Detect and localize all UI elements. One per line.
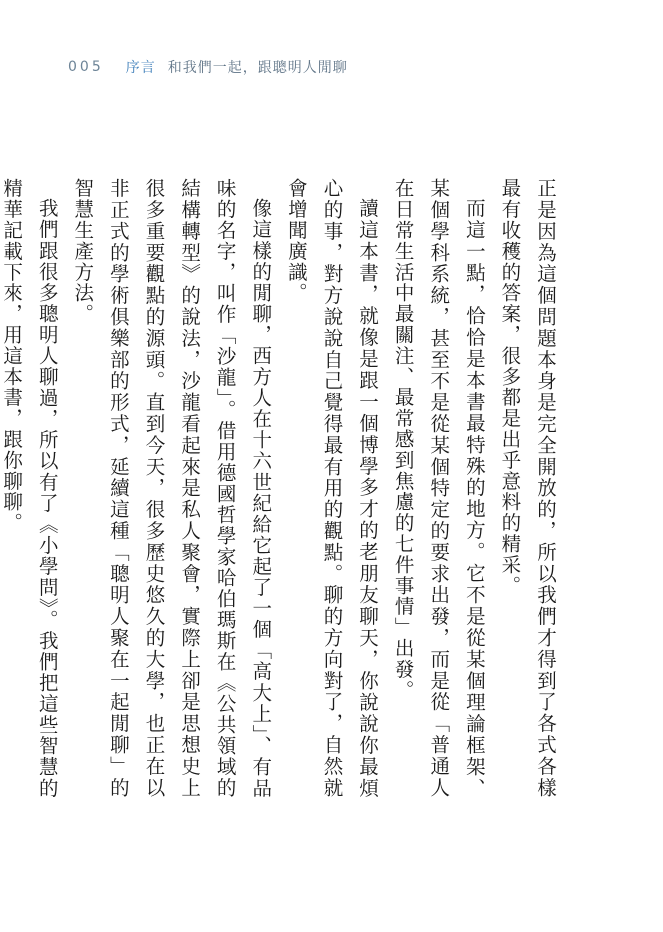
paragraph-1: 正是因為這個問題本身是完全開放的，所以我們才得到了各式各樣最有收穫的答案，很多都是出乎意料的精采。 [498, 178, 557, 798]
running-header [68, 57, 348, 77]
paragraph-2: 而這一點，恰恰是本書最特殊的地方。它不是從某個理論框架、某個學科系統，甚至不是從某個特定的要求出發，而是從「普通人在日常生活中最關注、最常感到焦慮的七件事情」出發。 [391, 178, 486, 798]
body-text [0, 178, 563, 798]
page-number: 005 [68, 59, 104, 75]
chapter-title: 和我們一起，跟聰明人閒聊 [167, 60, 348, 76]
paragraph-4: 像這樣的閒聊，西方人在十六世紀給它起了一個「高大上」、有品味的名字，叫作「沙龍」。借用德國哲學家哈伯瑪斯在《公共領域的結構轉型》的說法，沙龍看起來是私人聚會，實際上卻是思想史上很多重要觀點的源頭。直到今天，很多歷史悠久的大學，也正在以非正式的學術俱樂部的形式，延續這種「聰明人聚在一起閒聊」的智慧生產方法。 [71, 178, 273, 798]
paragraph-3: 讀這本書，就像是跟一個博學多才的老朋友聊天，你說說你最煩心的事，對方說說自己覺得最有用的觀點。聊的方向對了，自然就會增聞廣識。 [284, 178, 380, 798]
section-label: 序言 [125, 60, 156, 76]
paragraph-5: 我們跟很多聰明人聊過，所以有了《小學問》。我們把這些智慧的精華記載下來，用這本書，跟你聊聊。 [0, 178, 59, 798]
